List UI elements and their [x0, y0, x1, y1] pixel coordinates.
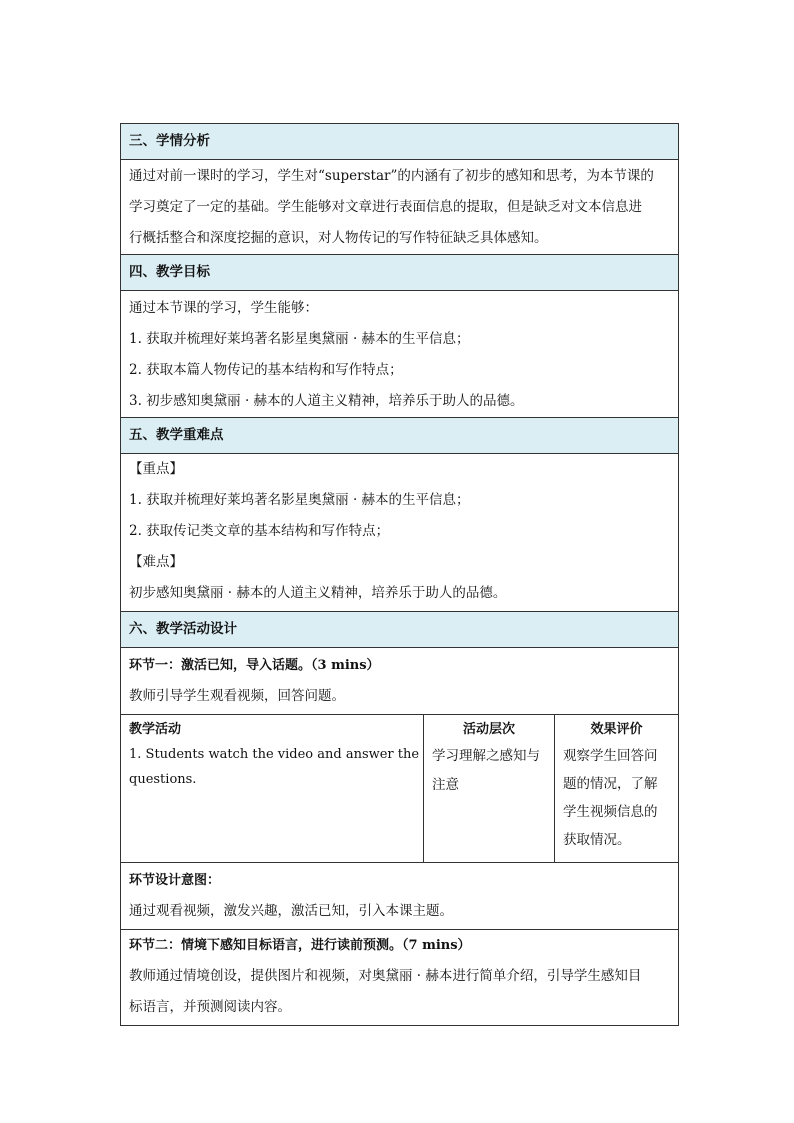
col-eval-header: 效果评价	[590, 722, 643, 737]
step2-title: 环节二：情境下感知目标语言，进行读前预测。（7 mins）	[129, 938, 471, 953]
lesson-plan-page	[120, 123, 678, 1026]
eval-line: 获取情况。	[563, 832, 631, 848]
objective-line: 2. 获取本篇人物传记的基本结构和写作特点；	[129, 362, 403, 378]
step2-block	[121, 930, 679, 1026]
analysis-line: 行概括整合和深度挖掘的意识，对人物传记的写作特征缺乏具体感知。	[129, 230, 548, 246]
section-header-analysis: 三、学情分析	[121, 124, 679, 160]
analysis-line: 学习奠定了一定的基础。学生能够对文章进行表面信息的提取，但是缺乏对文本信息进	[129, 199, 642, 215]
objective-line: 3. 初步感知奥黛丽 · 赫本的人道主义精神，培养乐于助人的品德。	[129, 393, 524, 409]
level-column	[424, 715, 555, 863]
key-point-line: 初步感知奥黛丽 · 赫本的人道主义精神，培养乐于助人的品德。	[129, 585, 507, 601]
col-activity-header: 教学活动	[129, 722, 182, 737]
col-level-header: 活动层次	[462, 722, 515, 737]
lesson-plan-table	[120, 123, 679, 1026]
level-line: 注意	[432, 777, 459, 793]
step1-intent-title: 环节设计意图：	[129, 873, 221, 888]
objectives-body	[121, 291, 679, 418]
key-points-body	[121, 454, 679, 612]
objective-line: 1. 获取并梳理好莱坞著名影星奥黛丽 · 赫本的生平信息；	[129, 331, 470, 347]
section-header-key-points: 五、教学重难点	[121, 418, 679, 454]
key-point-line: 1. 获取并梳理好莱坞著名影星奥黛丽 · 赫本的生平信息；	[129, 492, 470, 508]
eval-line: 学生视频信息的	[563, 804, 658, 820]
level-line: 学习理解之感知与	[432, 748, 540, 764]
step1-intent	[121, 863, 679, 930]
eval-line: 题的情况，了解	[563, 776, 658, 792]
step1-desc: 教师引导学生观看视频，回答问题。	[129, 688, 345, 704]
eval-line: 观察学生回答问	[563, 748, 658, 764]
key-point-line: 2. 获取传记类文章的基本结构和写作特点；	[129, 523, 390, 539]
activity-line: questions.	[129, 772, 197, 787]
key-point-line: 【难点】	[129, 554, 183, 570]
step1-intro	[121, 648, 679, 715]
activity-column	[121, 715, 424, 863]
step1-title: 环节一：激活已知，导入话题。（3 mins）	[129, 658, 380, 673]
step2-line: 标语言，并预测阅读内容。	[129, 999, 291, 1015]
step1-intent-text: 通过观看视频，激发兴趣，激活已知，引入本课主题。	[129, 903, 453, 919]
step2-line: 教师通过情境创设，提供图片和视频，对奥黛丽 · 赫本进行简单介绍，引导学生感知目	[129, 968, 642, 984]
eval-column	[555, 715, 679, 863]
analysis-body	[121, 160, 679, 255]
section-header-activities: 六、教学活动设计	[121, 612, 679, 648]
objective-line: 通过本节课的学习，学生能够：	[129, 300, 318, 316]
activity-line: 1. Students watch the video and answer the	[129, 747, 420, 762]
analysis-line: 通过对前一课时的学习，学生对“superstar”的内涵有了初步的感知和思考，为本节课的	[129, 168, 654, 184]
key-point-line: 【重点】	[129, 461, 183, 477]
section-header-objectives: 四、教学目标	[121, 255, 679, 291]
